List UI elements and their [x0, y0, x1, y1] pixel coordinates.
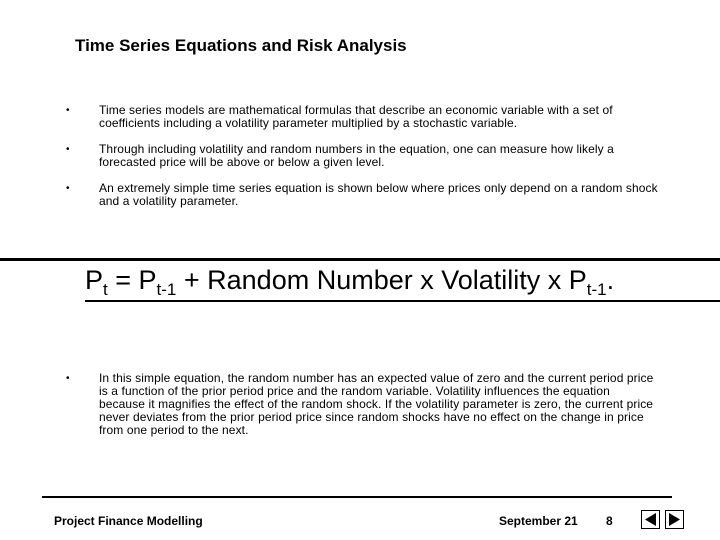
- equation-subscript: t-1: [586, 280, 607, 299]
- bullet-marker: •: [66, 105, 70, 116]
- bullet-marker: •: [66, 183, 70, 194]
- equation-bottom-rule: [85, 300, 720, 302]
- bullet-text: In this simple equation, the random number has an expected value of zero and the current period price is a function of the prior period price and the random variable. Volatility influences the equation because it magnifies the effect of the random shock. If the volatility parameter is zero, the current price never deviates from the prior period price since random shocks have no effect on the change in price from one period to the next.: [99, 371, 654, 437]
- triangle-left-icon: [642, 511, 659, 528]
- footer-date: September 21: [499, 514, 578, 528]
- equation-part: + Random Number x Volatility x P: [176, 265, 587, 295]
- equation-subscript: t: [103, 280, 108, 299]
- equation-part: = P: [107, 265, 157, 295]
- bullet-marker: •: [66, 144, 70, 155]
- slide-title: Time Series Equations and Risk Analysis: [75, 36, 407, 55]
- next-slide-button[interactable]: [665, 510, 684, 529]
- triangle-right-icon: [666, 511, 683, 528]
- equation-part: P: [85, 265, 104, 295]
- bullet-text: Time series models are mathematical formulas that describe an economic variable with a set of coefficients including a volatility parameter multiplied by a stochastic variable.: [99, 103, 613, 130]
- equation: [85, 265, 720, 305]
- bullet-text: Through including volatility and random numbers in the equation, one can measure how likely a forecasted price will be above or below a given level.: [99, 142, 614, 169]
- equation-part: .: [606, 265, 615, 295]
- bullet-marker: •: [66, 373, 70, 384]
- previous-slide-button[interactable]: [641, 510, 660, 529]
- equation-top-rule: [0, 258, 720, 261]
- bullet-text: An extremely simple time series equation is shown below where prices only depend on a random shock and a volatility parameter.: [99, 181, 658, 208]
- equation-subscript: t-1: [156, 280, 177, 299]
- page-number: 8: [606, 514, 613, 528]
- footer-rule: [42, 496, 672, 498]
- footer-title: Project Finance Modelling: [54, 514, 203, 528]
